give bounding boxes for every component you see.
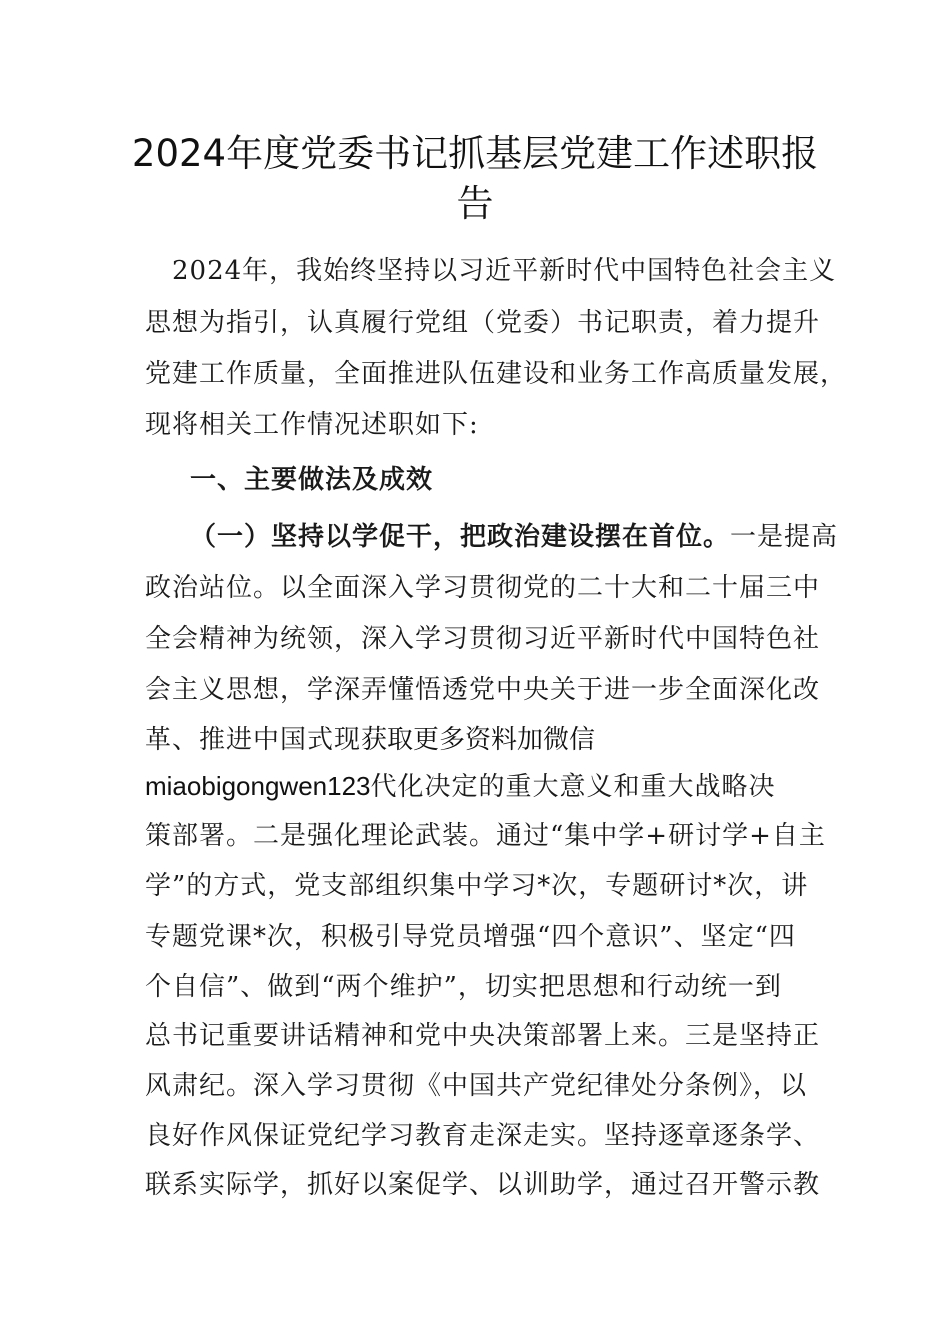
body-line-3: 会主义思想，学深弄懂悟透党中央关于进一步全面深化改 <box>145 675 821 705</box>
document-title-line-1: 2024年度党委书记抓基层党建工作述职报 <box>131 132 819 175</box>
intro-line-1: 2024年，我始终坚持以习近平新时代中国特色社会主义 <box>145 256 837 286</box>
body-line-12: 良好作风保证党纪学习教育走深走实。坚持逐章逐条学、 <box>145 1121 821 1151</box>
intro-line-4: 现将相关工作情况述职如下: <box>145 410 479 440</box>
watermark-line-2 <box>145 761 825 811</box>
subsection-heading-1: （一）坚持以学促干，把政治建设摆在首位。 <box>190 522 731 552</box>
document-title-line-2: 告 <box>456 182 494 225</box>
body-line-4-prefix: 革、推进中国式现 <box>145 725 362 755</box>
body-line-10: 总书记重要讲话精神和党中央决策部署上来。三是坚持正 <box>145 1021 821 1051</box>
body-line-9: 个自信”、做到“两个维护”，切实把思想和行动统一到 <box>145 972 782 1002</box>
body-line-5-suffix: 代化决定的重大意义和重大战略决 <box>370 772 776 802</box>
body-line-11: 风肃纪。深入学习贯彻《中国共产党纪律处分条例》，以 <box>145 1071 808 1101</box>
section-heading-1: 一、主要做法及成效 <box>190 465 434 495</box>
body-line-6: 策部署。二是强化理论武装。通过“集中学+研讨学+自主 <box>145 821 826 851</box>
watermark-text-2: miaobigongwen123 <box>145 771 371 801</box>
subsection-line-1-rest: 一是提高 <box>730 522 839 552</box>
subsection-line-1 <box>190 512 839 562</box>
body-line-2: 全会精神为统领，深入学习贯彻习近平新时代中国特色社 <box>145 624 821 654</box>
intro-line-3: 党建工作质量，全面推进队伍建设和业务工作高质量发展， <box>145 359 848 389</box>
body-line-13: 联系实际学，抓好以案促学、以训助学，通过召开警示教 <box>145 1170 821 1200</box>
body-line-7: 学”的方式，党支部组织集中学习*次，专题研讨*次，讲 <box>145 871 809 901</box>
intro-line-2: 思想为指引，认真履行党组（党委）书记职责，着力提升 <box>145 308 821 338</box>
watermark-line-1 <box>145 714 825 764</box>
body-line-8: 专题党课*次，积极引导党员增强“四个意识”、坚定“四 <box>145 922 796 952</box>
body-line-1: 政治站位。以全面深入学习贯彻党的二十大和二十届三中 <box>145 573 821 603</box>
watermark-text-1: 获取更多资料加微信 <box>361 724 596 754</box>
